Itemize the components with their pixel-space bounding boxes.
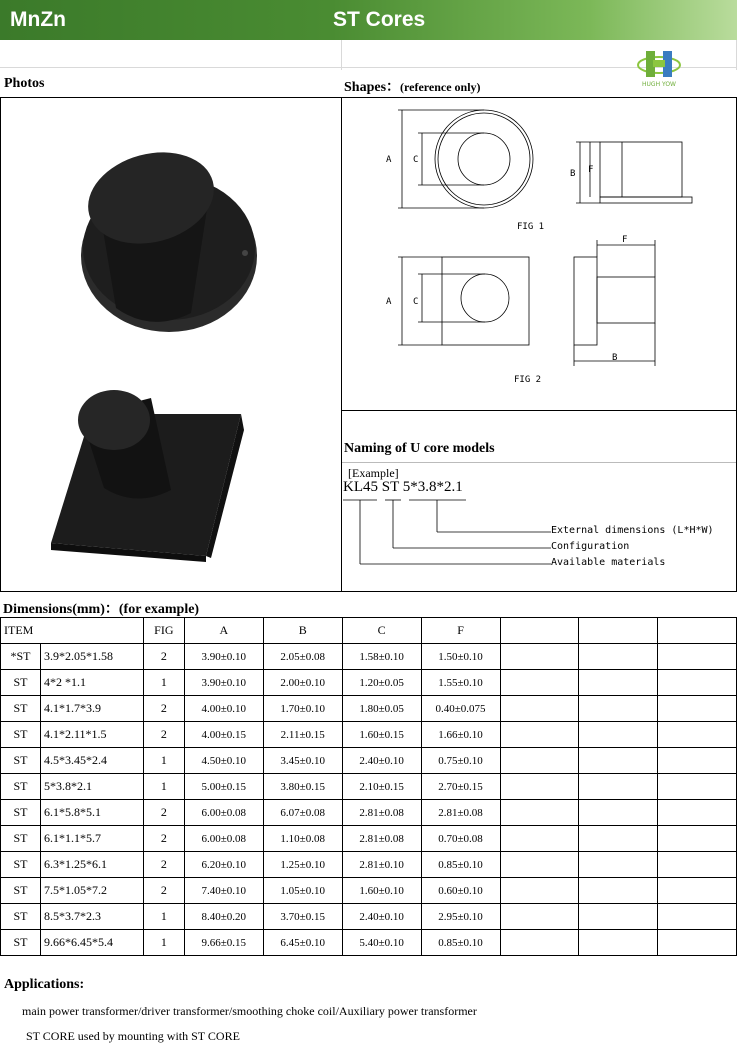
item-model: 7.5*1.05*7.2	[40, 878, 143, 904]
grid-line	[341, 40, 342, 70]
item-prefix: ST	[1, 696, 41, 722]
empty-cell	[658, 800, 737, 826]
table-row	[1, 904, 737, 930]
photos-title: Photos	[4, 76, 45, 91]
item-prefix: ST	[1, 930, 41, 956]
b-cell: 3.70±0.15	[263, 904, 342, 930]
naming-label-external: External dimensions (L*H*W)	[551, 525, 714, 536]
naming-label-configuration: Configuration	[551, 541, 630, 552]
shape-drawings	[342, 98, 736, 410]
empty-cell	[579, 748, 658, 774]
grid-line	[0, 67, 737, 68]
item-model: 5*3.8*2.1	[40, 774, 143, 800]
fig-cell: 1	[143, 930, 184, 956]
item-model: 4*2 *1.1	[40, 670, 143, 696]
table-row	[1, 748, 737, 774]
fig-cell: 1	[143, 904, 184, 930]
b-cell: 1.05±0.10	[263, 878, 342, 904]
empty-cell	[500, 852, 579, 878]
header-a: A	[184, 618, 263, 644]
empty-cell	[658, 878, 737, 904]
f-cell: 0.75±0.10	[421, 748, 500, 774]
c-cell: 1.58±0.10	[342, 644, 421, 670]
shapes-panel	[341, 97, 737, 411]
company-logo	[636, 48, 682, 88]
naming-leader-lines	[341, 496, 561, 572]
empty-cell	[658, 644, 737, 670]
item-prefix: ST	[1, 774, 41, 800]
code-configuration: ST	[381, 479, 399, 495]
c-cell: 5.40±0.10	[342, 930, 421, 956]
fig2-label: FIG 2	[514, 375, 542, 385]
header-item: ITEM	[1, 618, 144, 644]
table-row	[1, 930, 737, 956]
item-prefix: ST	[1, 748, 41, 774]
header-c: C	[342, 618, 421, 644]
a-cell: 6.20±0.10	[184, 852, 263, 878]
empty-cell	[500, 826, 579, 852]
f-cell: 0.85±0.10	[421, 930, 500, 956]
empty-cell	[500, 930, 579, 956]
c-cell: 2.81±0.08	[342, 800, 421, 826]
f-cell: 2.81±0.08	[421, 800, 500, 826]
dim-label-b: B	[612, 353, 618, 363]
empty-cell	[658, 774, 737, 800]
core-photos	[1, 98, 341, 591]
c-cell: 2.81±0.10	[342, 852, 421, 878]
empty-cell	[658, 930, 737, 956]
f-cell: 1.55±0.10	[421, 670, 500, 696]
empty-cell	[658, 748, 737, 774]
f-cell: 1.50±0.10	[421, 644, 500, 670]
dim-label-b: B	[570, 169, 576, 179]
a-cell: 7.40±0.10	[184, 878, 263, 904]
empty-cell	[579, 644, 658, 670]
header-f: F	[421, 618, 500, 644]
a-cell: 4.00±0.15	[184, 722, 263, 748]
item-model: 6.1*1.1*5.7	[40, 826, 143, 852]
a-cell: 8.40±0.20	[184, 904, 263, 930]
naming-example-label: [Example]	[348, 466, 399, 480]
empty-cell	[658, 618, 737, 644]
item-model: 3.9*2.05*1.58	[40, 644, 143, 670]
empty-cell	[579, 774, 658, 800]
empty-cell	[500, 696, 579, 722]
header-banner	[0, 0, 737, 40]
dim-label-f: F	[588, 165, 594, 175]
dim-label-c: C	[413, 155, 419, 165]
a-cell: 6.00±0.08	[184, 800, 263, 826]
empty-cell	[579, 670, 658, 696]
naming-title: Naming of U core models	[344, 441, 495, 456]
b-cell: 1.70±0.10	[263, 696, 342, 722]
material-label: MnZn	[10, 8, 66, 31]
table-row	[1, 878, 737, 904]
empty-cell	[579, 696, 658, 722]
fig-cell: 2	[143, 800, 184, 826]
empty-cell	[500, 722, 579, 748]
header-fig: FIG	[143, 618, 184, 644]
empty-cell	[658, 852, 737, 878]
dim-label-c: C	[413, 297, 419, 307]
fig1-label: FIG 1	[517, 222, 545, 232]
empty-cell	[658, 826, 737, 852]
c-cell: 1.80±0.05	[342, 696, 421, 722]
item-prefix: ST	[1, 826, 41, 852]
b-cell: 2.00±0.10	[263, 670, 342, 696]
empty-cell	[658, 696, 737, 722]
fig-cell: 2	[143, 644, 184, 670]
logo-text: HUGH YOW	[642, 81, 676, 88]
application-item: main power transformer/driver transformer/smoothing choke coil/Auxiliary power transformer	[22, 1004, 477, 1018]
b-cell: 1.10±0.08	[263, 826, 342, 852]
empty-cell	[658, 904, 737, 930]
grid-line	[342, 462, 736, 463]
b-cell: 6.07±0.08	[263, 800, 342, 826]
empty-cell	[579, 826, 658, 852]
a-cell: 6.00±0.08	[184, 826, 263, 852]
empty-cell	[500, 618, 579, 644]
b-cell: 6.45±0.10	[263, 930, 342, 956]
fig-cell: 1	[143, 670, 184, 696]
c-cell: 1.20±0.05	[342, 670, 421, 696]
item-prefix: *ST	[1, 644, 41, 670]
fig-cell: 2	[143, 878, 184, 904]
f-cell: 2.70±0.15	[421, 774, 500, 800]
item-prefix: ST	[1, 878, 41, 904]
fig-cell: 1	[143, 774, 184, 800]
empty-cell	[579, 930, 658, 956]
c-cell: 2.40±0.10	[342, 748, 421, 774]
fig2-side-view	[574, 240, 655, 366]
item-prefix: ST	[1, 800, 41, 826]
c-cell: 2.10±0.15	[342, 774, 421, 800]
table-row	[1, 722, 737, 748]
dim-label-a: A	[386, 155, 392, 165]
fig-cell: 1	[143, 748, 184, 774]
naming-label-materials: Available materials	[551, 557, 666, 568]
fig-cell: 2	[143, 852, 184, 878]
item-prefix: ST	[1, 670, 41, 696]
c-cell: 1.60±0.15	[342, 722, 421, 748]
empty-cell	[658, 670, 737, 696]
fig-cell: 2	[143, 696, 184, 722]
a-cell: 5.00±0.15	[184, 774, 263, 800]
square-st-core-photo	[51, 390, 244, 562]
empty-cell	[579, 878, 658, 904]
a-cell: 9.66±0.15	[184, 930, 263, 956]
empty-cell	[579, 904, 658, 930]
empty-cell	[500, 670, 579, 696]
empty-cell	[500, 774, 579, 800]
c-cell: 1.60±0.10	[342, 878, 421, 904]
empty-cell	[500, 800, 579, 826]
fig-cell: 2	[143, 722, 184, 748]
table-row	[1, 774, 737, 800]
table-row	[1, 826, 737, 852]
empty-cell	[579, 800, 658, 826]
a-cell: 3.90±0.10	[184, 670, 263, 696]
b-cell: 3.45±0.10	[263, 748, 342, 774]
b-cell: 1.25±0.10	[263, 852, 342, 878]
a-cell: 4.50±0.10	[184, 748, 263, 774]
item-prefix: ST	[1, 722, 41, 748]
item-model: 4.5*3.45*2.4	[40, 748, 143, 774]
item-prefix: ST	[1, 852, 41, 878]
table-row	[1, 644, 737, 670]
b-cell: 2.11±0.15	[263, 722, 342, 748]
empty-cell	[579, 852, 658, 878]
header-b: B	[263, 618, 342, 644]
applications-title: Applications:	[4, 977, 85, 992]
f-cell: 0.85±0.10	[421, 852, 500, 878]
code-dimensions: 5*3.8*2.1	[402, 479, 463, 495]
dim-label-a: A	[386, 297, 392, 307]
item-model: 6.3*1.25*6.1	[40, 852, 143, 878]
item-model: 6.1*5.8*5.1	[40, 800, 143, 826]
b-cell: 3.80±0.15	[263, 774, 342, 800]
application-item: ST CORE used by mounting with ST CORE	[26, 1029, 240, 1043]
c-cell: 2.40±0.10	[342, 904, 421, 930]
table-row	[1, 670, 737, 696]
b-cell: 2.05±0.08	[263, 644, 342, 670]
item-model: 8.5*3.7*2.3	[40, 904, 143, 930]
dimensions-table	[0, 617, 737, 956]
f-cell: 0.40±0.075	[421, 696, 500, 722]
naming-example-code	[343, 479, 463, 496]
empty-cell	[500, 904, 579, 930]
a-cell: 3.90±0.10	[184, 644, 263, 670]
f-cell: 1.66±0.10	[421, 722, 500, 748]
empty-cell	[500, 878, 579, 904]
dim-label-f: F	[622, 235, 628, 245]
c-cell: 2.81±0.08	[342, 826, 421, 852]
empty-cell	[500, 644, 579, 670]
table-row	[1, 800, 737, 826]
item-model: 9.66*6.45*5.4	[40, 930, 143, 956]
item-prefix: ST	[1, 904, 41, 930]
photos-panel	[0, 97, 342, 592]
round-st-core-photo	[78, 139, 257, 332]
fig-cell: 2	[143, 826, 184, 852]
table-header-row	[1, 618, 737, 644]
code-material: KL45	[343, 479, 378, 495]
dimensions-title: Dimensions(mm)：(for example)	[3, 602, 200, 617]
table-row	[1, 696, 737, 722]
page-title: ST Cores	[333, 8, 426, 31]
empty-cell	[658, 722, 737, 748]
shapes-title: Shapes：(reference only)	[344, 80, 481, 95]
item-model: 4.1*2.11*1.5	[40, 722, 143, 748]
empty-cell	[500, 748, 579, 774]
f-cell: 2.95±0.10	[421, 904, 500, 930]
item-model: 4.1*1.7*3.9	[40, 696, 143, 722]
empty-cell	[579, 722, 658, 748]
table-row	[1, 852, 737, 878]
f-cell: 0.70±0.08	[421, 826, 500, 852]
empty-cell	[579, 618, 658, 644]
a-cell: 4.00±0.10	[184, 696, 263, 722]
f-cell: 0.60±0.10	[421, 878, 500, 904]
